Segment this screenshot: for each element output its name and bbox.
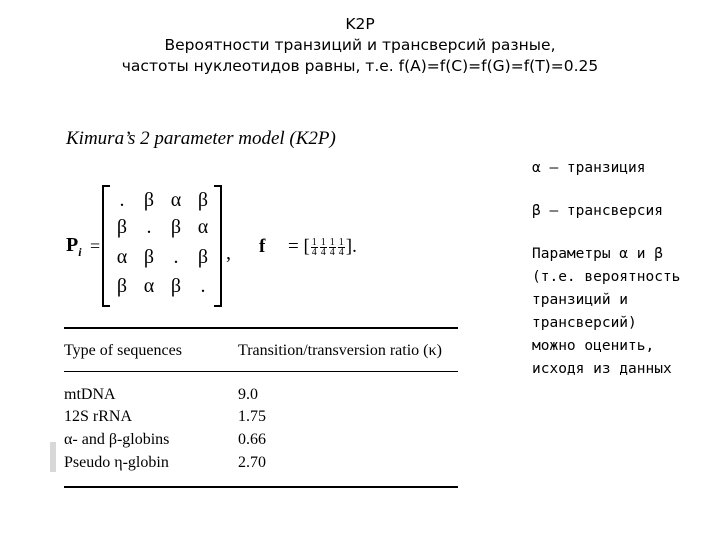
f-numerator: 1: [338, 237, 344, 249]
scan-artifact: [50, 442, 56, 472]
table-cell-ratio: 9.0: [238, 386, 258, 403]
parameters-note-line: можно оценить,: [532, 338, 655, 354]
alpha-note: α – транзиция: [532, 160, 646, 176]
slide-subtitle-line-2: частоты нуклеотидов равны, т.е. f(A)=f(C)=f(G)=f(T)=0.25: [121, 57, 599, 75]
matrix-cell-2-2: .: [146, 216, 152, 238]
matrix-cell-4-1: β: [116, 275, 128, 297]
k2p-figure: [62, 122, 462, 492]
table-bottom-rule: [64, 486, 458, 488]
slide-title: K2P: [345, 15, 375, 33]
f-denominator: 4: [329, 247, 335, 259]
table-cell-ratio: 1.75: [238, 408, 266, 425]
f-equals: =: [288, 236, 299, 257]
matrix-cell-1-2: β: [143, 189, 155, 211]
p-symbol: P: [66, 234, 79, 256]
table-cell-type: α- and β-globins: [64, 431, 170, 448]
f-numerator: 1: [311, 237, 317, 249]
f-symbol: f: [259, 236, 266, 257]
p-matrix-symbol: [66, 234, 82, 260]
rate-matrix: [102, 185, 222, 303]
matrix-cell-2-3: β: [170, 216, 182, 238]
matrix-cell-3-4: β: [197, 246, 209, 268]
f-fraction-4: [338, 238, 345, 257]
table-top-rule: [64, 327, 458, 329]
table-header-type: Type of sequences: [64, 342, 182, 359]
f-close-bracket: ].: [345, 236, 357, 257]
side-notes: [532, 157, 712, 381]
table-cell-type: Pseudo η-globin: [64, 454, 169, 471]
matrix-cell-4-4: .: [200, 275, 206, 297]
f-denominator: 4: [311, 247, 317, 259]
parameters-note-line: Параметры α и β: [532, 246, 663, 262]
matrix-cell-2-4: α: [197, 216, 209, 238]
slide-header: [0, 14, 720, 77]
matrix-cell-3-2: β: [143, 246, 155, 268]
matrix-comma: ,: [226, 242, 231, 264]
parameters-note-line: исходя из данных: [532, 361, 672, 377]
table-cell-ratio: 2.70: [238, 454, 266, 471]
matrix-cell-4-2: α: [143, 275, 155, 297]
f-denominator: 4: [320, 247, 326, 259]
matrix-cell-4-3: β: [170, 275, 182, 297]
matrix-cell-1-3: α: [170, 189, 182, 211]
table-cell-type: 12S rRNA: [64, 408, 133, 425]
frequency-vector: [288, 236, 357, 258]
beta-note: β – трансверсия: [532, 203, 663, 219]
f-numerator: 1: [329, 237, 335, 249]
p-subscript: i: [78, 245, 82, 259]
parameters-note-line: (т.е. вероятность: [532, 269, 681, 285]
f-numerator: 1: [320, 237, 326, 249]
p-equals: =: [90, 236, 101, 256]
table-header-ratio: Transition/transversion ratio (κ): [238, 342, 442, 359]
f-fraction-1: [311, 238, 318, 257]
slide-subtitle-line-1: Вероятности транзиций и трансверсий разные,: [164, 36, 556, 54]
parameters-note-line: транзиций и: [532, 292, 629, 308]
f-fraction-3: [329, 238, 336, 257]
matrix-cell-3-3: .: [173, 246, 179, 268]
f-fraction-2: [320, 238, 327, 257]
table-cell-type: mtDNA: [64, 386, 116, 403]
matrix-cell-1-1: .: [119, 189, 125, 211]
parameters-note-line: трансверсий): [532, 315, 637, 331]
matrix-cell-3-1: α: [116, 246, 128, 268]
matrix-cell-2-1: β: [116, 216, 128, 238]
parameters-note: [532, 243, 712, 381]
table-cell-ratio: 0.66: [238, 431, 266, 448]
f-open-bracket: [: [303, 236, 310, 257]
table-header-rule: [64, 371, 458, 372]
figure-title: Kimura’s 2 parameter model (K2P): [66, 128, 336, 149]
f-denominator: 4: [338, 247, 344, 259]
matrix-cell-1-4: β: [197, 189, 209, 211]
